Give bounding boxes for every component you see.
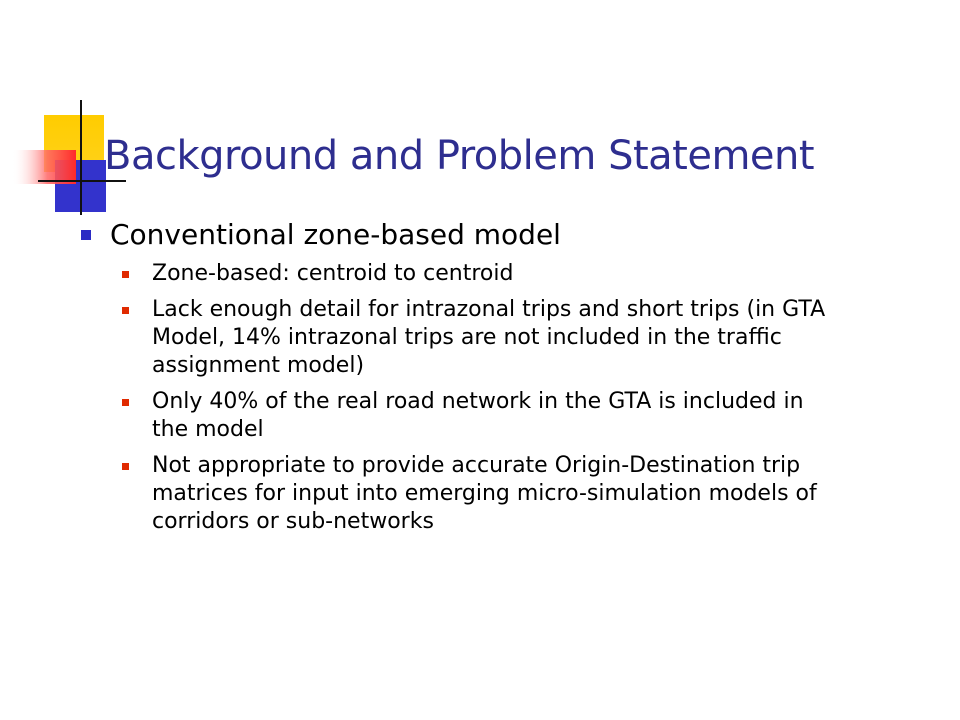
square-bullet-icon <box>122 463 129 470</box>
sub-bullet-list <box>78 260 878 536</box>
slide-title: Background and Problem Statement <box>104 133 815 179</box>
sub-bullet-text: Only 40% of the real road network in the GTA is included in the model <box>152 389 804 442</box>
square-bullet-icon <box>122 399 129 406</box>
sub-bullet-item <box>78 260 842 288</box>
bullet-item <box>78 214 878 256</box>
sub-bullet-text: Lack enough detail for intrazonal trips and short trips (in GTA Model, 14% intrazonal trips are not included in the traffic assignment model) <box>152 297 826 378</box>
square-bullet-icon <box>122 307 129 314</box>
decorative-logo-graphic <box>0 0 130 230</box>
sub-bullet-group <box>78 260 878 536</box>
square-bullet-icon <box>81 230 91 240</box>
bullet-text: Conventional zone-based model <box>110 218 561 251</box>
square-bullet-icon <box>122 271 129 278</box>
sub-bullet-text: Not appropriate to provide accurate Origin-Destination trip matrices for input into emerging micro-simulation models of corridors or sub-networks <box>152 453 817 534</box>
deco-red-bar <box>12 150 76 184</box>
sub-bullet-item <box>78 296 842 380</box>
sub-bullet-item <box>78 452 842 536</box>
bullet-list <box>78 214 878 544</box>
sub-bullet-item <box>78 388 842 444</box>
sub-bullet-text: Zone-based: centroid to centroid <box>152 261 514 286</box>
